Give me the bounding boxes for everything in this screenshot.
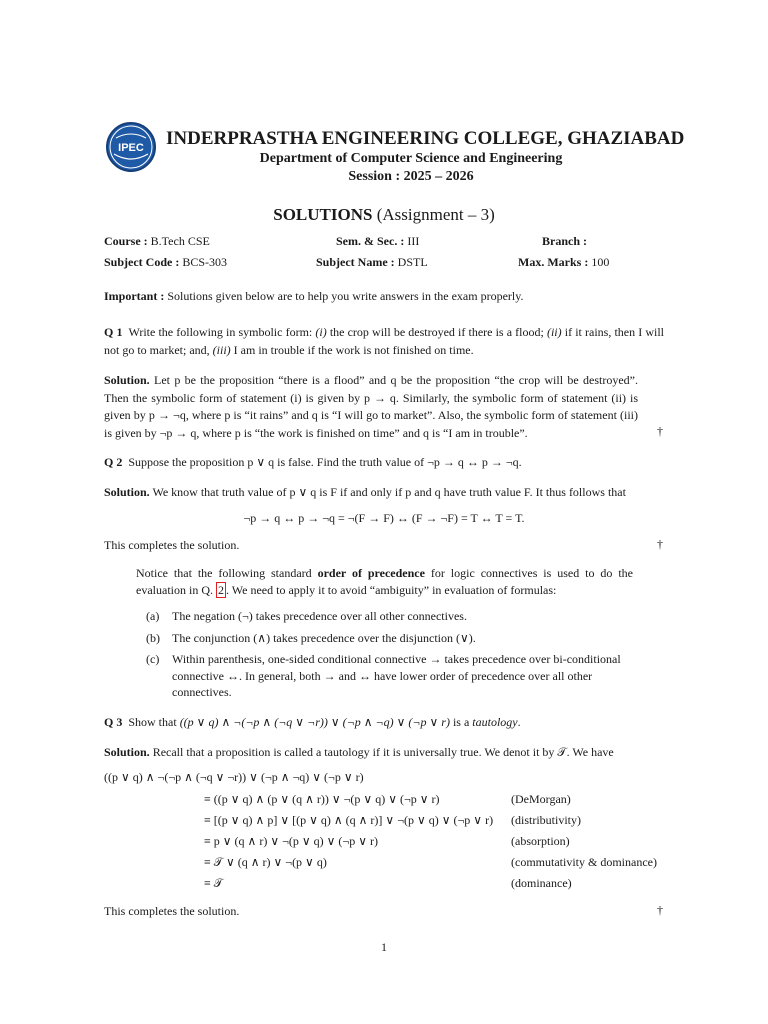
course-field (104, 234, 210, 249)
q1-t2: if it rains, then I will not go to market; and, (104, 325, 665, 357)
q3-suffix-end: . (517, 715, 521, 729)
item-text: Within parenthesis, one-sided conditional connective → takes precedence over bi-conditional connective ↔. In general, both → and ↔ have lower order of precedence over all other connectives. (172, 652, 621, 699)
department-name: Department of Computer Science and Engineering (259, 151, 563, 166)
solution-2-text: We know that truth value of p ∨ q is F if and only if p and q have truth value F. It thus follows that (152, 485, 626, 499)
item-text: The conjunction (∧) takes precedence over the disjunction (∨). (172, 631, 476, 645)
subject-name-field (316, 255, 428, 270)
derivation-step: ≡ p ∨ (q ∧ r) ∨ ¬(p ∨ q) ∨ (¬p ∨ r) (204, 834, 378, 848)
item-label: (b) (146, 631, 160, 645)
reference-link-q2[interactable]: 2 (217, 582, 224, 597)
name-value: DSTL (397, 255, 428, 269)
solution-1-end-mark: † (657, 424, 663, 438)
branch-field (542, 234, 587, 249)
derivation-step: ≡ 𝒯 ∨ (q ∧ r) ∨ ¬(p ∨ q) (204, 855, 327, 869)
solution-2-end-mark: † (657, 537, 663, 551)
q1-prefix: Write the following in symbolic form: (128, 325, 316, 339)
question-1 (104, 324, 664, 359)
marks-value: 100 (591, 255, 610, 269)
branch-label: Branch : (542, 234, 587, 248)
solution-3-end-mark: † (657, 903, 663, 917)
derivation-reason: (dominance) (511, 876, 572, 890)
q1-iii: (iii) (212, 342, 231, 357)
name-label: Subject Name : (316, 255, 395, 269)
code-label: Subject Code : (104, 255, 180, 269)
important-label: Important : (104, 289, 165, 303)
solution-3 (104, 744, 664, 762)
notice-text-before: Notice that the following standard (136, 566, 318, 580)
derivation-reason: (distributivity) (511, 813, 581, 827)
session: Session : 2025 – 2026 (348, 169, 474, 184)
solution-1-text: Let p be the proposition “there is a flood” and q be the proposition “the crop will be destroyed”. Then the symbolic form of statement (i) is given by p → q. Similarly, the symbolic form of statement (ii) is given by p → ¬q, where p is “it rains” and q is “I will go to market”. Also, the symbolic form of statement (iii) is given by ¬p → q, where p is “the work is finished on time” and q is “I am in trouble”. (104, 373, 639, 440)
course-value: B.Tech CSE (150, 234, 210, 248)
college-name: INDERPRASTHA ENGINEERING COLLEGE, GHAZIABAD (166, 128, 685, 149)
precedence-notice (136, 565, 633, 598)
q3-tautology-word: tautology (472, 715, 518, 729)
q1-ii: (ii) (546, 325, 562, 339)
page-number: 1 (381, 940, 387, 954)
logo-text: IPEC (118, 142, 144, 154)
solution-3-label: Solution. (104, 745, 150, 759)
important-note (104, 288, 664, 306)
solution-3-complete: This completes the solution. (104, 904, 240, 918)
sem-label: Sem. & Sec. : (336, 234, 405, 248)
item-label: (c) (146, 652, 160, 666)
q2-label: Q 2 (104, 455, 123, 469)
title-sub: (Assignment – 3) (376, 205, 495, 224)
derivation-reason: (commutativity & dominance) (511, 855, 657, 869)
q1-i: (i) (315, 325, 327, 339)
solution-2-label: Solution. (104, 485, 150, 499)
important-text: Solutions given below are to help you write answers in the exam properly. (167, 289, 524, 303)
subject-code-field (104, 255, 227, 270)
solution-2-complete: This completes the solution. (104, 538, 240, 552)
q3-suffix: is a (449, 715, 473, 729)
derivation-step: ≡ ((p ∨ q) ∧ (p ∨ (q ∧ r)) ∨ ¬(p ∨ q) ∨ (¬p ∨ r) (204, 792, 440, 806)
solution-2-equation: ¬p → q ↔ p → ¬q = ¬(F → F) ↔ (F → ¬F) = T ↔ T = T. (243, 511, 525, 525)
q2-text: Suppose the proposition p ∨ q is false. Find the truth value of ¬p → q ↔ p → ¬q. (128, 455, 522, 469)
item-text: The negation (¬) takes precedence over all other connectives. (172, 609, 467, 623)
question-3 (104, 714, 664, 732)
code-value: BCS-303 (182, 255, 228, 269)
notice-bold: order of precedence (317, 566, 425, 580)
marks-label: Max. Marks : (518, 255, 589, 269)
q3-label: Q 3 (104, 715, 123, 729)
document-title (0, 205, 768, 225)
solution-3-text: Recall that a proposition is called a tautology if it is universally true. We denot it by 𝒯. We have (152, 745, 614, 759)
solution-2 (104, 484, 664, 502)
q1-label: Q 1 (104, 325, 123, 339)
question-2 (104, 454, 664, 472)
notice-text-mid: for logic connectives is used to do the evaluation in Q. (136, 566, 633, 597)
item-label: (a) (146, 609, 160, 623)
derivation-reason: (DeMorgan) (511, 792, 571, 806)
sem-value: III (407, 234, 420, 248)
derivation-step: ≡ 𝒯 (204, 876, 223, 890)
derivation-reason: (absorption) (511, 834, 570, 848)
derivation-first-line: ((p ∨ q) ∧ ¬(¬p ∧ (¬q ∨ ¬r)) ∨ (¬p ∧ ¬q) ∨ (¬p ∨ r) (104, 770, 364, 784)
sem-field (336, 234, 419, 249)
title-main: SOLUTIONS (273, 205, 373, 224)
q1-t3: I am in trouble if the work is not finished on time. (230, 342, 474, 357)
derivation-step: ≡ [(p ∨ q) ∧ p] ∨ [(p ∨ q) ∧ (q ∧ r)] ∨ ¬(p ∨ q) ∨ (¬p ∨ r) (204, 813, 494, 827)
course-label: Course : (104, 234, 148, 248)
solution-1-label: Solution. (104, 373, 150, 387)
notice-text-after: . We need to apply it to avoid “ambiguity” in evaluation of formulas: (225, 582, 557, 597)
q3-prefix: Show that (128, 715, 180, 729)
solution-1 (104, 372, 638, 442)
max-marks-field (518, 255, 609, 270)
q1-t1: the crop will be destroyed if there is a flood; (326, 325, 547, 339)
q3-formula: ((p ∨ q) ∧ ¬(¬p ∧ (¬q ∨ ¬r)) ∨ (¬p ∧ ¬q) ∨ (¬p ∨ r) (179, 715, 450, 729)
